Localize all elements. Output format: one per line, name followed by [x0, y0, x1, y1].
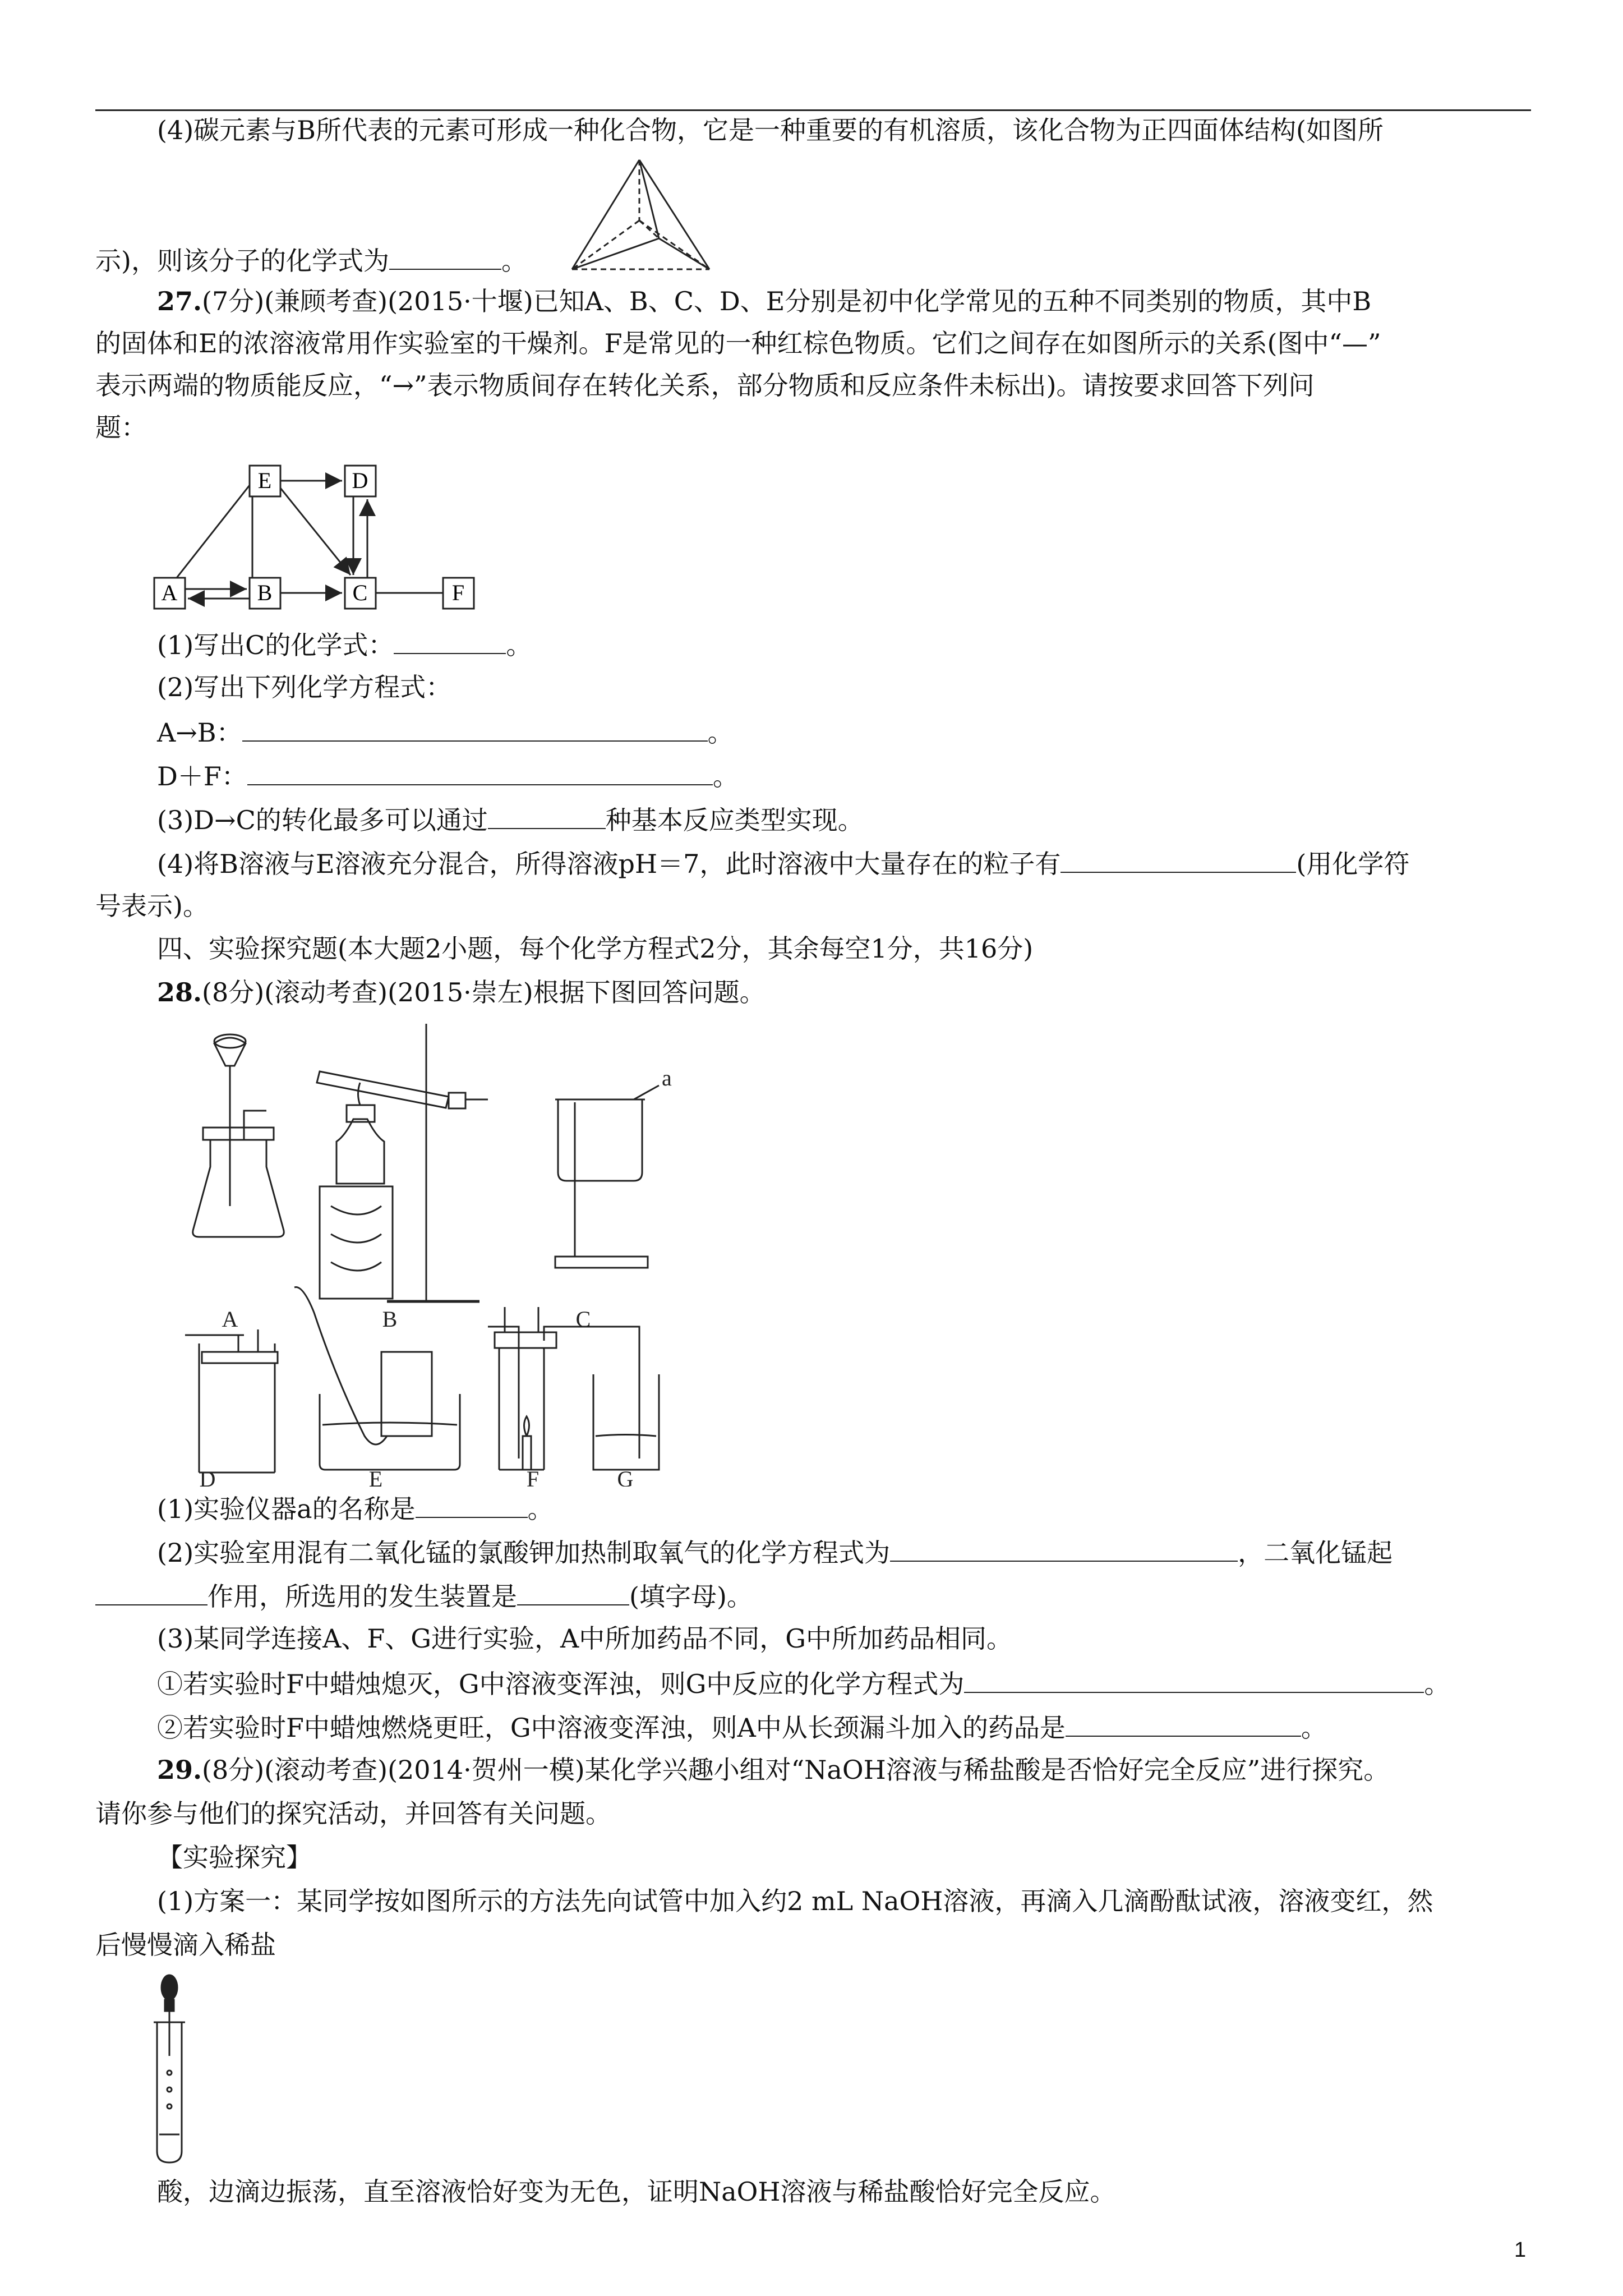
- node-c: C: [352, 580, 368, 605]
- answer-blank[interactable]: [890, 1536, 1238, 1562]
- node-d: D: [352, 468, 368, 493]
- q28-part1: (1)实验仪器a的名称是 。: [157, 1492, 554, 1525]
- page-number: 1: [1514, 2238, 1527, 2262]
- q27-part2b: D＋F： 。: [157, 760, 739, 792]
- q28-part3a: ①若实验时F中蜡烛熄灭，G中溶液变浑浊，则G中反应的化学方程式为 。: [157, 1667, 1450, 1700]
- label-e: E: [368, 1466, 383, 1487]
- q27-line2: 的固体和E的浓溶液常用作实验室的干燥剂。F是常见的一种红棕色物质。它们之间存在如图所示的关系(图中“—”: [95, 328, 1381, 358]
- tetrahedron-figure: [566, 154, 718, 275]
- q29-part1-line2: 后慢慢滴入稀盐: [95, 1930, 276, 1960]
- section-4-heading: 四、实验探究题(本大题2小题，每个化学方程式2分，其余每空1分，共16分): [157, 933, 1034, 964]
- label-c: C: [575, 1306, 591, 1332]
- label-d: D: [199, 1466, 216, 1487]
- answer-blank[interactable]: [1066, 1711, 1301, 1737]
- q27-heading: 27.(7分)(兼顾考查)(2015·十堰)已知A、B、C、D、E分别是初中化学常见的五种不同类别的物质，其中B: [157, 286, 1372, 316]
- q28-part3b: ②若实验时F中蜡烛燃烧更旺，G中溶液变浑浊，则A中从长颈漏斗加入的药品是 。: [157, 1711, 1327, 1743]
- q29-heading: 29.(8分)(滚动考查)(2014·贺州一模)某化学兴趣小组对“NaOH溶液与稀盐酸是否恰好完全反应”进行探究。: [157, 1755, 1390, 1785]
- q29-part1: (1)方案一：某同学按如图所示的方法先向试管中加入约2 mL NaOH溶液，再滴入几滴酚酞试液，溶液变红，然: [157, 1886, 1433, 1916]
- q27-part3: (3)D→C的转化最多可以通过 种基本反应类型实现。: [157, 803, 864, 836]
- q27-part4: (4)将B溶液与E溶液充分混合，所得溶液pH＝7，此时溶液中大量存在的粒子有 (用化学符: [157, 847, 1409, 880]
- label-b: B: [382, 1306, 398, 1332]
- q28-part3: (3)某同学连接A、F、G进行实验，A中所加药品不同，G中所加药品相同。: [157, 1623, 1013, 1654]
- q27-relation-diagram: [151, 463, 499, 614]
- node-e: E: [257, 468, 272, 493]
- q29-line2: 请你参与他们的探究活动，并回答有关问题。: [95, 1798, 611, 1829]
- q26-4-line2: 示)，则该分子的化学式为 。: [95, 244, 527, 277]
- answer-blank[interactable]: [416, 1492, 528, 1518]
- q29-part1-line3: 酸，边滴边振荡，直至溶液恰好变为无色，证明NaOH溶液与稀盐酸恰好完全反应。: [157, 2177, 1116, 2207]
- label-f: F: [526, 1466, 540, 1487]
- answer-blank[interactable]: [517, 1580, 629, 1605]
- q27-line3: 表示两端的物质能反应，“→”表示物质间存在转化关系，部分物质和反应条件未标出)。请按要求回答下列问: [95, 370, 1315, 401]
- q26-4-line1: (4)碳元素与B所代表的元素可形成一种化合物，它是一种重要的有机溶质，该化合物为正四面体结构(如图所: [157, 115, 1384, 145]
- q29-section-label: 【实验探究】: [157, 1842, 312, 1872]
- answer-blank[interactable]: [1061, 847, 1296, 873]
- answer-blank[interactable]: [242, 716, 708, 742]
- answer-blank[interactable]: [247, 760, 713, 785]
- q27-part1: (1)写出C的化学式： 。: [157, 628, 532, 661]
- node-a: A: [161, 580, 178, 605]
- answer-blank[interactable]: [964, 1667, 1424, 1693]
- q27-part2: (2)写出下列化学方程式：: [157, 672, 452, 702]
- label-a: A: [222, 1306, 238, 1332]
- q28-part2-line2: 作用，所选用的发生装置是 (填字母)。: [95, 1580, 753, 1612]
- label-instrument-a: a: [662, 1065, 672, 1091]
- answer-blank[interactable]: [488, 803, 606, 829]
- q28-part2: (2)实验室用混有二氧化锰的氯酸钾加热制取氧气的化学方程式为 ，二氧化锰起: [157, 1536, 1393, 1568]
- label-g: G: [617, 1466, 634, 1487]
- q27-part4-line2: 号表示)。: [95, 891, 209, 921]
- q28-apparatus-figure: [151, 1021, 712, 1487]
- q27-line4: 题：: [95, 412, 147, 443]
- q27-part2a: A→B： 。: [157, 716, 734, 748]
- node-b: B: [257, 580, 273, 605]
- answer-blank[interactable]: [389, 244, 501, 270]
- top-rule: [95, 109, 1531, 111]
- dropper-testtube-figure: [151, 1972, 191, 2165]
- q28-heading: 28.(8分)(滚动考查)(2015·崇左)根据下图回答问题。: [157, 977, 766, 1007]
- node-f: F: [451, 580, 465, 605]
- answer-blank[interactable]: [394, 628, 506, 654]
- answer-blank[interactable]: [95, 1580, 208, 1605]
